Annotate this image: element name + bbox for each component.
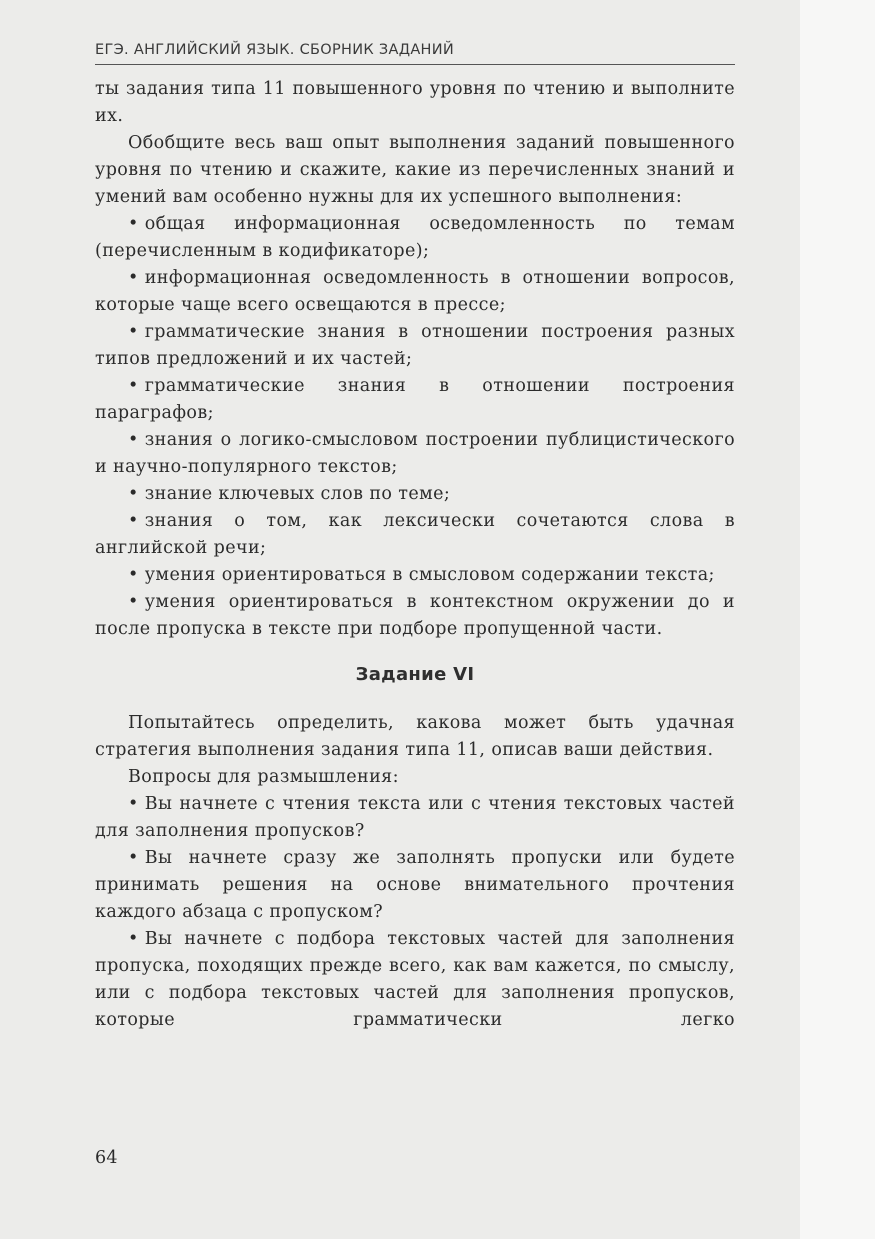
question-text: Вы начнете сразу же заполнять пропуски или будете принимать решения на основе внимательного прочтения каждого абзаца с пропуском? bbox=[95, 848, 735, 922]
continuation-paragraph: ты задания типа 11 повышенного уровня по чтению и выполните их. bbox=[95, 79, 735, 126]
question-item-1 bbox=[95, 791, 735, 845]
skill-item-2 bbox=[95, 265, 735, 319]
skill-text: знание ключевых слов по теме; bbox=[144, 484, 451, 504]
bullet-icon: • bbox=[128, 794, 139, 814]
skill-item-3 bbox=[95, 319, 735, 373]
skill-item-9 bbox=[95, 589, 735, 643]
skill-item-6 bbox=[95, 481, 735, 508]
skill-item-1 bbox=[95, 211, 735, 265]
skill-item-4 bbox=[95, 373, 735, 427]
summary-paragraph: Обобщите весь ваш опыт выполнения заданий повышенного уровня по чтению и скажите, какие из перечисленных знаний и умений вам особенно нужны для их успешного выполнения: bbox=[95, 133, 735, 207]
page-edge bbox=[800, 0, 875, 1239]
running-head: ЕГЭ. АНГЛИЙСКИЙ ЯЗЫК. СБОРНИК ЗАДАНИЙ bbox=[95, 42, 455, 58]
task-title: Задание VI bbox=[355, 664, 475, 685]
skill-text: грамматические знания в отношении построения параграфов; bbox=[95, 376, 735, 423]
page-number: 64 bbox=[95, 1148, 118, 1168]
page-body bbox=[95, 76, 735, 1034]
skill-item-5 bbox=[95, 427, 735, 481]
skill-text: общая информационная осведомленность по темам (перечисленным в кодификаторе); bbox=[95, 214, 735, 261]
questions-intro: Вопросы для размышления: bbox=[128, 767, 399, 787]
skill-text: информационная осведомленность в отношении вопросов, которые чаще всего освещаются в прессе; bbox=[95, 268, 735, 315]
bullet-icon: • bbox=[128, 322, 139, 342]
bullet-icon: • bbox=[128, 565, 139, 585]
bullet-icon: • bbox=[128, 430, 139, 450]
skill-text: умения ориентироваться в контекстном окружении до и после пропуска в тексте при подборе пропущенной части. bbox=[95, 592, 735, 639]
bullet-icon: • bbox=[128, 929, 139, 949]
skill-text: знания о том, как лексически сочетаются слова в английской речи; bbox=[95, 511, 735, 558]
question-item-2 bbox=[95, 845, 735, 926]
bullet-icon: • bbox=[128, 484, 139, 504]
header-rule bbox=[95, 64, 735, 65]
bullet-icon: • bbox=[128, 848, 139, 868]
bullet-icon: • bbox=[128, 268, 139, 288]
question-text: Вы начнете с подбора текстовых частей для заполнения пропуска, походящих прежде всего, как вам кажется, по смыслу, или с подбора текстовых частей для заполнения пропусков, которые грамматически легко bbox=[95, 929, 735, 1030]
question-text: Вы начнете с чтения текста или с чтения текстовых частей для заполнения пропусков? bbox=[95, 794, 735, 841]
skill-text: знания о логико-смысловом построении публицистического и научно-популярного текстов; bbox=[95, 430, 735, 477]
bullet-icon: • bbox=[128, 592, 139, 612]
question-item-3 bbox=[95, 926, 735, 1034]
skill-item-8 bbox=[95, 562, 735, 589]
bullet-icon: • bbox=[128, 376, 139, 396]
task-instruction: Попытайтесь определить, какова может быть удачная стратегия выполнения задания типа 11, описав ваши действия. bbox=[95, 713, 735, 760]
skill-item-7 bbox=[95, 508, 735, 562]
bullet-icon: • bbox=[128, 511, 139, 531]
skill-text: умения ориентироваться в смысловом содержании текста; bbox=[144, 565, 715, 585]
bullet-icon: • bbox=[128, 214, 139, 234]
skill-text: грамматические знания в отношении построения разных типов предложений и их частей; bbox=[95, 322, 735, 369]
